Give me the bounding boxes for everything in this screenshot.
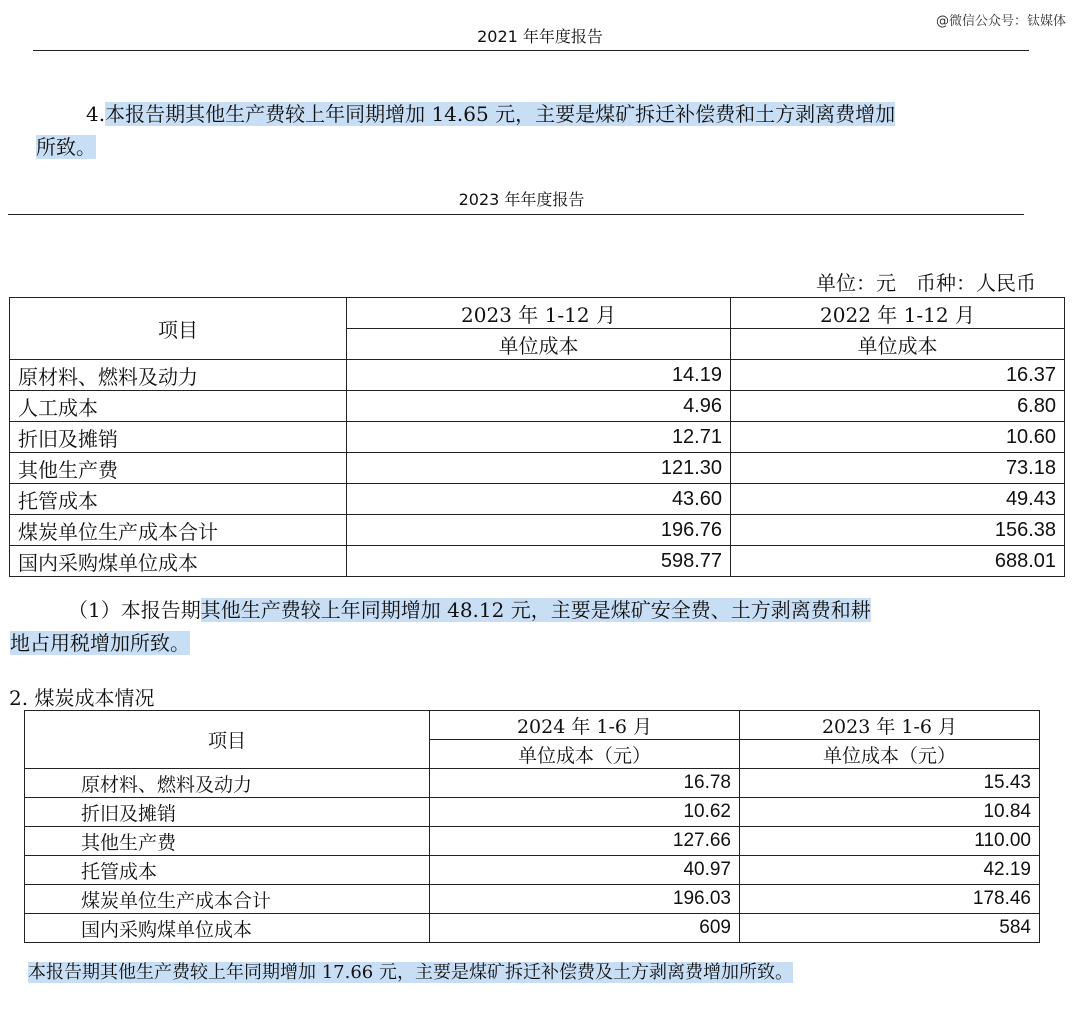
row-value-2024h1: 196.03 <box>430 885 740 914</box>
row-value-2023: 14.19 <box>347 360 731 391</box>
row-label: 托管成本 <box>25 856 430 885</box>
watermark: @微信公众号：钛媒体 <box>935 14 1066 29</box>
note-highlight-line2: 地占用税增加所致。 <box>10 631 190 655</box>
table-row <box>25 827 1040 856</box>
table-row <box>25 856 1040 885</box>
row-value-2023: 43.60 <box>347 484 731 515</box>
row-label: 国内采购煤单位成本 <box>25 914 430 943</box>
report-2021-rule <box>33 50 1029 51</box>
row-value-2022: 6.80 <box>731 391 1065 422</box>
col2-period-header: 2023 年 1-6 月 <box>740 711 1040 740</box>
row-value-2022: 156.38 <box>731 515 1065 546</box>
table-row <box>10 391 1065 422</box>
col1-period-header: 2024 年 1-6 月 <box>430 711 740 740</box>
row-value-2024h1: 10.62 <box>430 798 740 827</box>
item-header: 项目 <box>25 711 430 769</box>
row-value-2022: 73.18 <box>731 453 1065 484</box>
row-label: 国内采购煤单位成本 <box>10 546 347 577</box>
row-value-2023: 4.96 <box>347 391 731 422</box>
table-row <box>25 769 1040 798</box>
row-value-2024h1: 16.78 <box>430 769 740 798</box>
table-row <box>10 422 1065 453</box>
report-2023-title: 2023 年年度报告 <box>458 190 585 209</box>
report-2023-rule <box>8 214 1024 215</box>
row-label: 托管成本 <box>10 484 347 515</box>
row-value-2024h1: 609 <box>430 914 740 943</box>
table-row <box>25 914 1040 943</box>
row-value-2023h1: 15.43 <box>740 769 1040 798</box>
row-value-2023h1: 110.00 <box>740 827 1040 856</box>
row-label: 人工成本 <box>10 391 347 422</box>
table-row <box>10 515 1065 546</box>
para-highlight-line1: 本报告期其他生产费较上年同期增加 14.65 元，主要是煤矿拆迁补偿费和土方剥离费增加 <box>105 102 896 126</box>
table-row <box>10 484 1065 515</box>
row-value-2022: 688.01 <box>731 546 1065 577</box>
row-label: 原材料、燃料及动力 <box>10 360 347 391</box>
report-2023-note <box>10 594 1070 660</box>
row-label: 折旧及摊销 <box>25 798 430 827</box>
col2-sub-header: 单位成本（元） <box>740 740 1040 769</box>
note-prefix: （1）本报告期 <box>68 598 201 622</box>
row-value-2023: 196.76 <box>347 515 731 546</box>
col2-sub-header: 单位成本 <box>731 329 1065 360</box>
table-row <box>10 546 1065 577</box>
row-value-2023h1: 10.84 <box>740 798 1040 827</box>
cost-table-2023 <box>9 297 1065 577</box>
col1-sub-header: 单位成本（元） <box>430 740 740 769</box>
table-row <box>25 798 1040 827</box>
row-value-2024h1: 127.66 <box>430 827 740 856</box>
table-row <box>25 885 1040 914</box>
row-value-2023h1: 42.19 <box>740 856 1040 885</box>
col1-sub-header: 单位成本 <box>347 329 731 360</box>
row-value-2024h1: 40.97 <box>430 856 740 885</box>
section-heading: 2. 煤炭成本情况 <box>9 686 155 710</box>
row-label: 其他生产费 <box>10 453 347 484</box>
row-value-2023: 598.77 <box>347 546 731 577</box>
unit-note: 单位：元 币种：人民币 <box>816 271 1036 295</box>
row-label: 煤炭单位生产成本合计 <box>25 885 430 914</box>
report-2021-title: 2021 年年度报告 <box>477 27 603 46</box>
row-value-2023: 121.30 <box>347 453 731 484</box>
section2-note <box>28 960 793 986</box>
col1-period-header: 2023 年 1-12 月 <box>347 298 731 329</box>
note-highlight-line1: 其他生产费较上年同期增加 48.12 元，主要是煤矿安全费、土方剥离费和耕 <box>200 598 871 622</box>
table-row <box>10 453 1065 484</box>
report-2021-paragraph <box>36 98 1066 164</box>
row-label: 折旧及摊销 <box>10 422 347 453</box>
col2-period-header: 2022 年 1-12 月 <box>731 298 1065 329</box>
row-value-2022: 10.60 <box>731 422 1065 453</box>
cost-table-2024h1 <box>24 710 1040 943</box>
row-value-2023: 12.71 <box>347 422 731 453</box>
table-row <box>10 360 1065 391</box>
row-label: 其他生产费 <box>25 827 430 856</box>
row-label: 煤炭单位生产成本合计 <box>10 515 347 546</box>
para-number: 4. <box>86 102 106 126</box>
section2-note-highlight: 本报告期其他生产费较上年同期增加 17.66 元，主要是煤矿拆迁补偿费及土方剥离费增加所致。 <box>28 962 793 983</box>
para-highlight-line2: 所致。 <box>36 135 96 159</box>
row-value-2022: 16.37 <box>731 360 1065 391</box>
row-value-2022: 49.43 <box>731 484 1065 515</box>
row-value-2023h1: 178.46 <box>740 885 1040 914</box>
row-label: 原材料、燃料及动力 <box>25 769 430 798</box>
row-value-2023h1: 584 <box>740 914 1040 943</box>
item-header: 项目 <box>10 298 347 360</box>
